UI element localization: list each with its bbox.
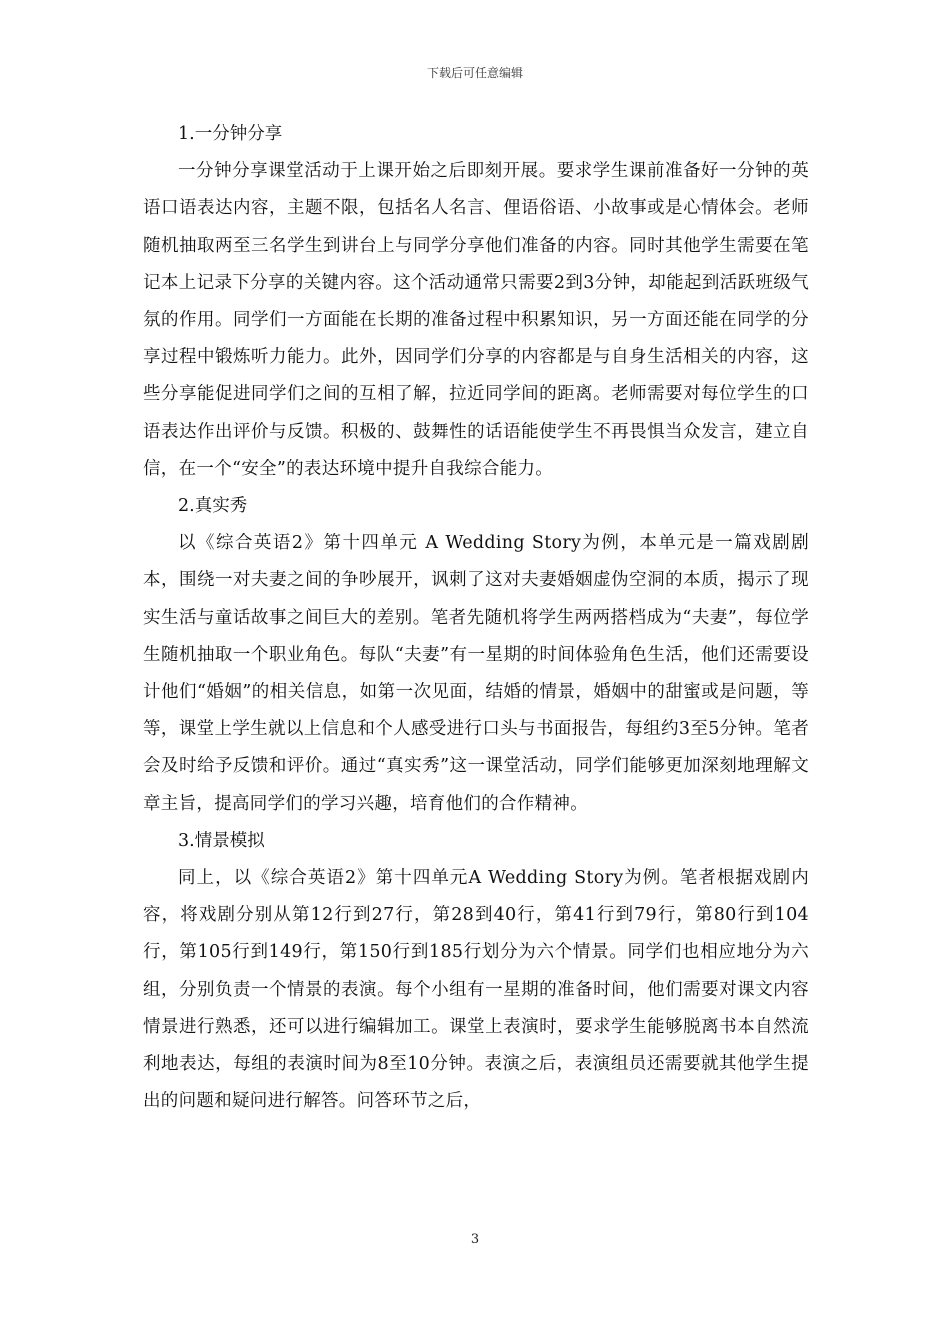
- page-header: 下载后可任意编辑: [426, 66, 523, 80]
- section-heading-2: 2.真实秀: [178, 496, 248, 517]
- page-number: 3: [470, 1232, 480, 1247]
- section-paragraph-2: 以《综合英语2》第十四单元 A Wedding Story为例，本单元是一篇戏剧剧本，围绕一对夫妻之间的争吵展开，讽刺了这对夫妻婚姻虚伪空洞的本质，揭示了现实生活与童话故事之间巨大的差别。笔者先随机将学生两两搭档成为“夫妻”，每位学生随机抽取一个职业角色。每队“夫妻”有一星期的时间体验角色生活，他们还需要设计他们“婚姻”的相关信息，如第一次见面，结婚的情景，婚姻中的甜蜜或是问题，等等，课堂上学生就以上信息和个人感受进行口头与书面报告，每组约3至5分钟。笔者会及时给予反馈和评价。通过“真实秀”这一课堂活动，同学们能够更加深刻地理解文章主旨，提高同学们的学习兴趣，培育他们的合作精神。: [143, 533, 809, 814]
- section-paragraph-1: 一分钟分享课堂活动于上课开始之后即刻开展。要求学生课前准备好一分钟的英语口语表达内容，主题不限，包括名人名言、俚语俗语、小故事或是心情体会。老师随机抽取两至三名学生到讲台上与同学分享他们准备的内容。同时其他学生需要在笔记本上记录下分享的关键内容。这个活动通常只需要2到3分钟，却能起到活跃班级气氛的作用。同学们一方面能在长期的准备过程中积累知识，另一方面还能在同学的分享过程中锻炼听力能力。此外，因同学们分享的内容都是与自身生活相关的内容，这些分享能促进同学们之间的互相了解，拉近同学间的距离。老师需要对每位学生的口语表达作出评价与反馈。积极的、鼓舞性的话语能使学生不再畏惧当众发言，建立自信，在一个“安全”的表达环境中提升自我综合能力。: [143, 161, 809, 479]
- section-paragraph-3: 同上，以《综合英语2》第十四单元A Wedding Story为例。笔者根据戏剧内容，将戏剧分别从第12行到27行，第28到40行，第41行到79行，第80行到104行，第105行到149行，第150行到185行划分为六个情景。同学们也相应地分为六组，分别负责一个情景的表演。每个小组有一星期的准备时间，他们需要对课文内容情景进行熟悉，还可以进行编辑加工。课堂上表演时，要求学生能够脱离书本自然流利地表达，每组的表演时间为8至10分钟。表演之后，表演组员还需要就其他学生提出的问题和疑问进行解答。问答环节之后，: [143, 868, 809, 1112]
- document-body: [143, 116, 809, 1120]
- section-heading-3: 3.情景模拟: [178, 830, 265, 851]
- section-heading-1: 1.一分钟分享: [178, 124, 283, 144]
